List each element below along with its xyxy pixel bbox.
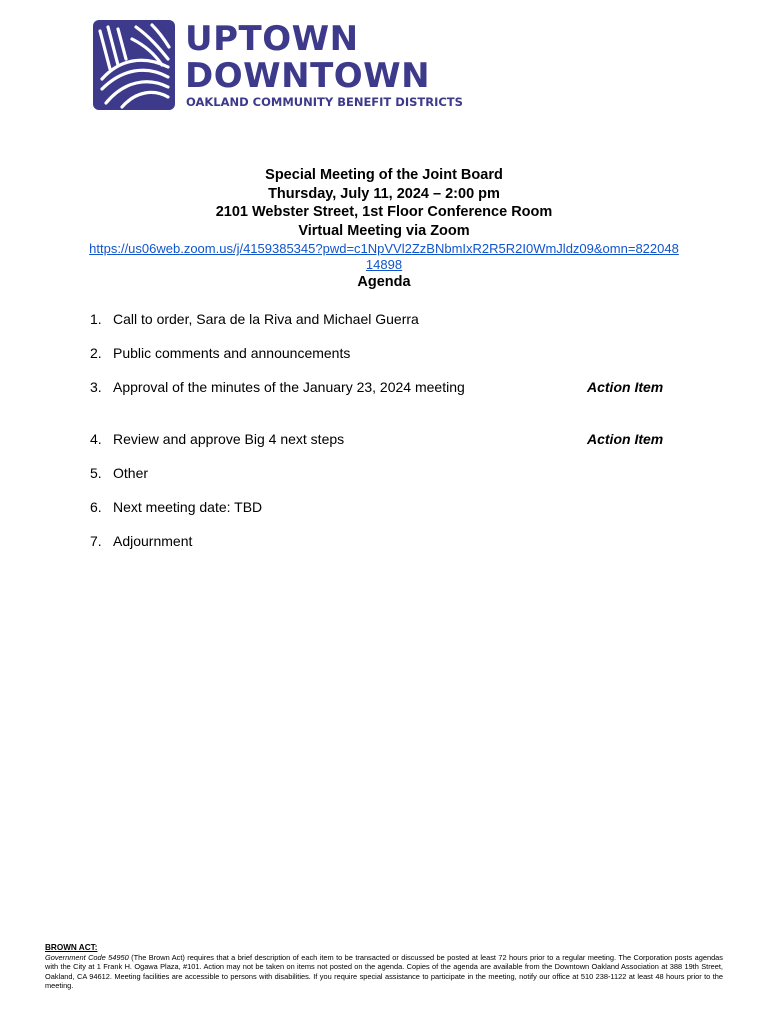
agenda-item-text: Next meeting date: TBD (113, 499, 263, 515)
agenda-item-number: 7. (90, 533, 102, 549)
government-code-reference: Government Code 54950 (45, 952, 129, 962)
agenda-item-number: 3. (90, 379, 102, 395)
agenda-item-text: Public comments and announcements (113, 345, 351, 361)
agenda-item-number: 2. (90, 345, 102, 361)
meeting-location: 2101 Webster Street, 1st Floor Conference Room (215, 204, 553, 220)
brown-act-heading: BROWN ACT: (45, 943, 98, 952)
agenda-item-text: Approval of the minutes of the January 23, 2024 meeting (113, 379, 465, 395)
agenda-item-number: 1. (90, 311, 102, 327)
action-item-label: Action Item (587, 431, 664, 447)
meeting-title: Special Meeting of the Joint Board (265, 167, 503, 183)
agenda-item-text: Call to order, Sara de la Riva and Michael Guerra (113, 311, 419, 327)
brown-act-text: (The Brown Act) requires that a brief description of each item to be transacted or discussed be posted at least 72 hours prior to a regular meeting. The Corporation posts agendas with the City at 1 Frank H. Ogawa Plaza, #101. Action may not be taken on items not posted on the agenda. Copies of the agenda are available from the Downtown Oakland Association at 388 19th Street, Oakland, CA 94612. Meeting facilities are accessible to persons with disabilities. If you require special assistance to participate in the meeting, notify our office at 510 238-1122 at least 48 hours prior to the meeting. (45, 952, 723, 991)
brown-act-body (45, 953, 723, 991)
meeting-virtual: Virtual Meeting via Zoom (298, 222, 470, 239)
logo-text-downtown: DOWNTOWN (185, 56, 431, 96)
agenda-item-number: 5. (90, 465, 102, 481)
logo-text-uptown: UPTOWN (185, 19, 359, 59)
zoom-link[interactable]: https://us06web.zoom.us/j/4159385345?pwd=c1NpVVl2ZzBNbmIxR2R5R2I0WmJldz09&omn=82204814898 (89, 241, 679, 272)
brown-act-notice (45, 943, 723, 991)
logo-subtitle: OAKLAND COMMUNITY BENEFIT DISTRICTS (186, 95, 463, 109)
logo-mark-icon (92, 19, 176, 111)
meeting-header (0, 166, 768, 291)
agenda-item-text: Other (113, 465, 149, 481)
agenda-item-text: Adjournment (113, 533, 193, 549)
logo (92, 19, 472, 113)
action-item-label: Action Item (587, 379, 664, 395)
agenda-heading: Agenda (357, 274, 411, 290)
agenda-item-number: 6. (90, 499, 102, 515)
agenda-item-number: 4. (90, 431, 102, 447)
agenda-item-text: Review and approve Big 4 next steps (113, 431, 345, 447)
meeting-date: Thursday, July 11, 2024 – 2:00 pm (268, 185, 500, 202)
